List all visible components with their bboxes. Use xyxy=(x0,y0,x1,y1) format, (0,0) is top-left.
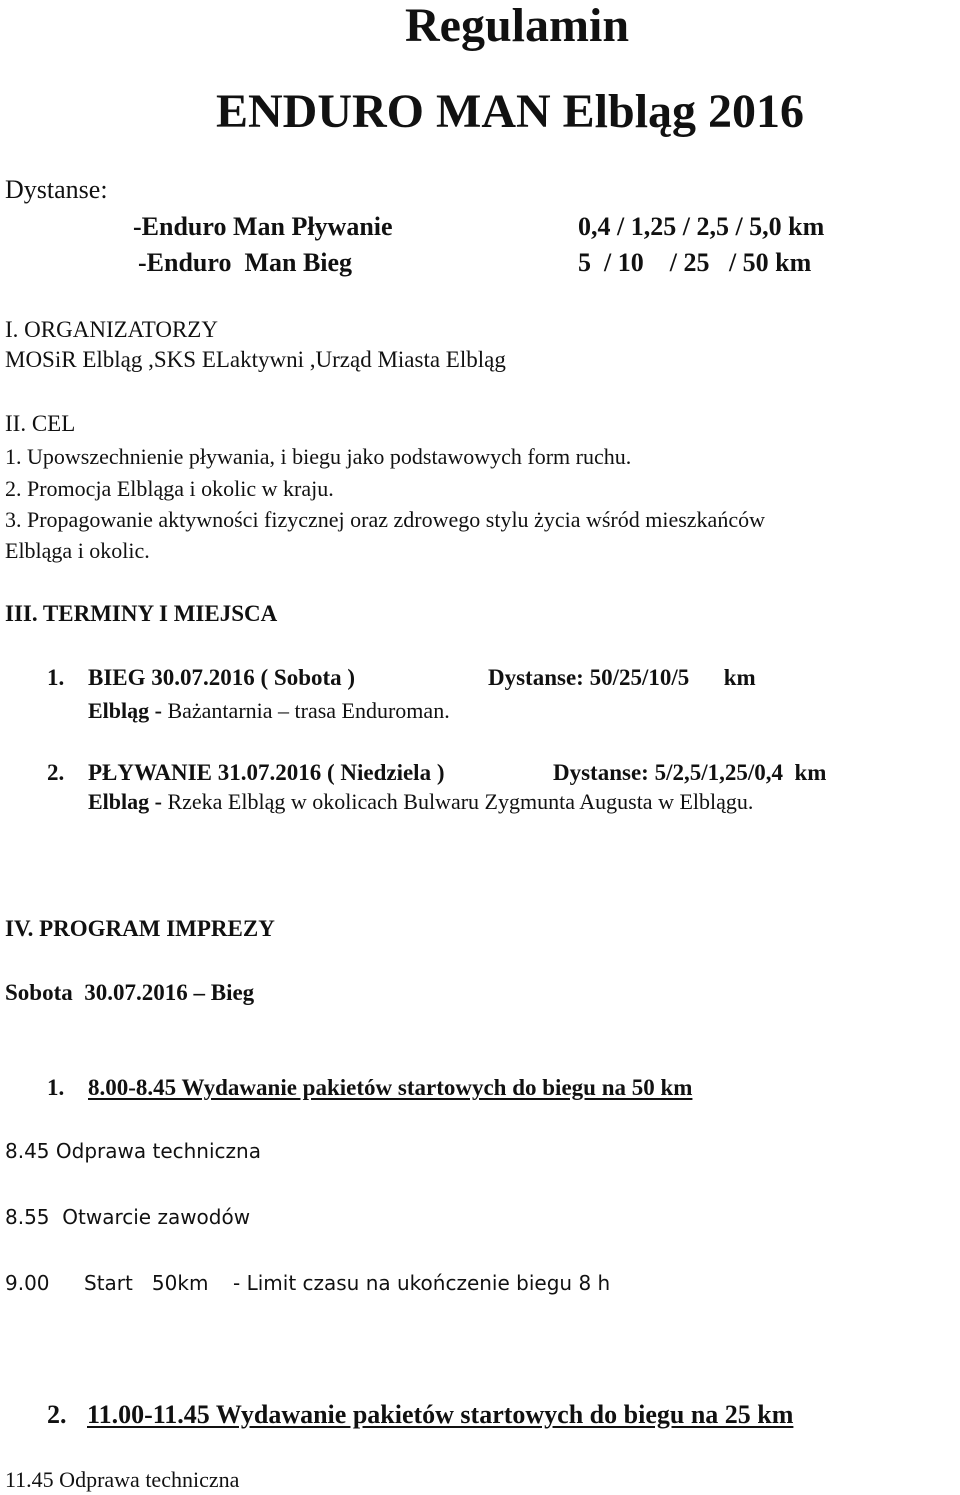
schedule-opening: 8.55 Otwarcie zawodów xyxy=(5,1205,251,1229)
program-item-2-number: 2. xyxy=(47,1400,67,1429)
swim-place xyxy=(88,791,753,813)
swim-place-city: Elblag - xyxy=(88,789,162,814)
run-place xyxy=(88,700,450,722)
start-time: 9.00 xyxy=(5,1271,50,1295)
program-item-1-text: 8.00-8.45 Wydawanie pakietów startowych do biegu na 50 km xyxy=(88,1075,693,1100)
swim-place-detail: Rzeka Elbląg w okolicach Bulwaru Zygmunta Augusta w Elblągu. xyxy=(167,789,754,814)
swim-date-label: PŁYWANIE 31.07.2016 ( Niedziela ) xyxy=(88,760,445,785)
run-number: 1. xyxy=(47,665,65,690)
run-place-detail: Bażantarnia – trasa Enduroman. xyxy=(167,698,450,723)
run-distance-name: -Enduro Man Bieg xyxy=(138,248,353,277)
program-item-1-number: 1. xyxy=(47,1075,65,1100)
goal-item-3-continued: Elbląga i okolic. xyxy=(5,538,150,563)
goal-item-2: 2. Promocja Elbląga i okolic w kraju. xyxy=(5,476,334,501)
program-day: Sobota 30.07.2016 – Bieg xyxy=(5,980,255,1005)
schedule-briefing: 8.45 Odprawa techniczna xyxy=(5,1139,261,1163)
swim-distance-name: -Enduro Man Pływanie xyxy=(133,212,393,241)
program-item-2-text: 11.00-11.45 Wydawanie pakietów startowych do biegu na 25 km xyxy=(87,1400,794,1429)
last-briefing: 11.45 Odprawa techniczna xyxy=(5,1467,240,1492)
goal-item-1: 1. Upowszechnienie pływania, i biegu jako podstawowych form ruchu. xyxy=(5,444,632,469)
swim-distances: Dystanse: 5/2,5/1,25/0,4 km xyxy=(553,760,827,785)
run-date-label: BIEG 30.07.2016 ( Sobota ) xyxy=(88,665,356,690)
section-program-heading: IV. PROGRAM IMPREZY xyxy=(5,916,275,941)
swim-distance-values: 0,4 / 1,25 / 2,5 / 5,0 km xyxy=(578,212,825,241)
organizers-text: MOSiR Elbląg ,SKS ELaktywni ,Urząd Miasta Elbląg xyxy=(5,347,506,372)
document-title: Regulamin xyxy=(405,0,630,52)
run-distance-values: 5 / 10 / 25 / 50 km xyxy=(578,248,812,277)
swim-number: 2. xyxy=(47,760,65,785)
distances-label: Dystanse: xyxy=(5,175,108,204)
section-dates-heading: III. TERMINY I MIEJSCA xyxy=(5,601,278,626)
start-distance: Start 50km xyxy=(84,1271,209,1295)
document-subtitle: ENDURO MAN Elbląg 2016 xyxy=(216,85,805,138)
goal-item-3: 3. Propagowanie aktywności fizycznej oraz zdrowego stylu życia wśród mieszkańców xyxy=(5,507,765,532)
run-place-city: Elbląg - xyxy=(88,698,162,723)
start-time-limit: - Limit czasu na ukończenie biegu 8 h xyxy=(233,1271,611,1295)
run-distances: Dystanse: 50/25/10/5 km xyxy=(488,665,756,690)
section-organizers-heading: I. ORGANIZATORZY xyxy=(5,317,218,342)
section-goal-heading: II. CEL xyxy=(5,411,76,436)
